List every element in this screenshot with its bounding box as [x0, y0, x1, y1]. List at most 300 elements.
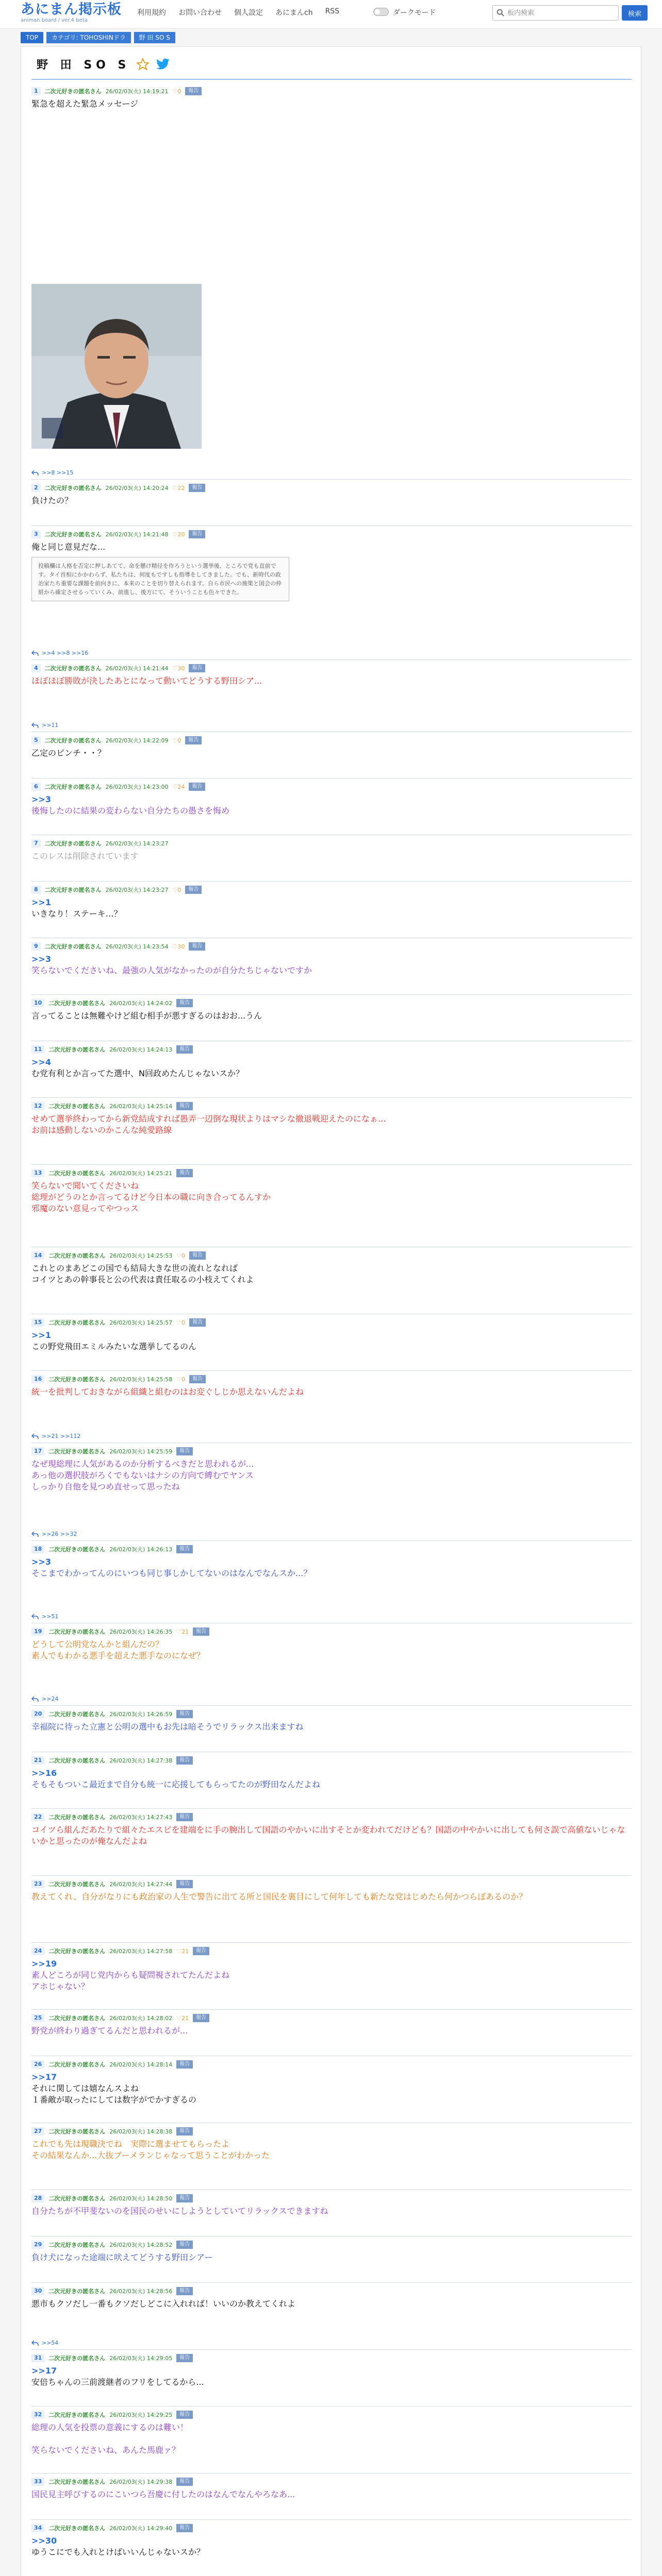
post-header	[31, 1946, 209, 1956]
post-body	[31, 1386, 632, 1398]
reply-anchor-link[interactable]: >>3	[31, 794, 51, 804]
reply-anchor-link[interactable]: >>3	[31, 954, 51, 964]
heart-icon: ♡	[172, 531, 178, 538]
report-button[interactable]: 報告	[176, 999, 193, 1007]
like-count: 21	[181, 1628, 189, 1635]
post-number[interactable]: 25	[31, 2014, 44, 2022]
nav-link[interactable]: RSS	[325, 7, 340, 15]
post-author: 二次元好きの匿名さん	[44, 531, 102, 538]
post-date: 26/02/03(火) 14:25:57	[109, 1319, 173, 1326]
post-text-line: いきなり！ステーキ…？	[31, 909, 122, 919]
post-header	[31, 2013, 209, 2023]
breadcrumb	[21, 32, 175, 43]
post-number[interactable]: 29	[31, 2241, 44, 2249]
post-author: 二次元好きの匿名さん	[48, 1000, 106, 1007]
post-text-line: これでも先は現職決でね 実際に選ませてもらったよ	[31, 2139, 230, 2149]
post-author: 二次元好きの匿名さん	[48, 2412, 106, 2418]
post-number[interactable]: 34	[31, 2524, 44, 2532]
post-header	[31, 1544, 193, 1554]
post-text-line: どうして公明党なんかと組んだの？	[31, 1639, 164, 1649]
breadcrumb-category[interactable]: カテゴリ: TOHOSHINドラ	[46, 32, 131, 43]
post-text-line: 野党が終わり過ぎてるんだと思われるが...	[31, 2026, 188, 2036]
post	[31, 2406, 632, 2473]
like-count: 0	[181, 1252, 186, 1259]
reply-link-text[interactable]: >>54	[42, 2340, 59, 2346]
post-author: 二次元好きの匿名さん	[44, 840, 102, 847]
like-counter[interactable]	[176, 1629, 189, 1635]
post-number[interactable]: 27	[31, 2127, 44, 2136]
post-date: 26/02/03(火) 14:23:27	[105, 887, 169, 893]
thread-container	[21, 46, 641, 2576]
report-button[interactable]: 報告	[176, 1169, 193, 1177]
post-date: 26/02/03(火) 14:25:14	[109, 1103, 173, 1110]
post-body	[31, 1180, 632, 1214]
post	[31, 882, 632, 938]
post	[31, 1623, 632, 1706]
post-body	[31, 675, 632, 687]
report-button[interactable]: 報告	[176, 2060, 193, 2069]
heart-icon: ♡	[172, 783, 178, 790]
post-text-line: 緊急を超えた緊急メッセージ	[31, 99, 139, 109]
reply-link-text[interactable]: >>8 >>15	[42, 469, 74, 476]
post-author: 二次元好きの匿名さん	[44, 485, 102, 492]
post-header	[31, 2523, 193, 2533]
post-body	[31, 2489, 632, 2500]
reply-arrow-icon	[31, 470, 39, 476]
post-text-line	[31, 2433, 632, 2445]
post-header	[31, 1168, 193, 1178]
post-author: 二次元好きの匿名さん	[48, 2195, 106, 2202]
quoted-text-box: 投稿欄は人格を否定に押しあてて、命を懸け精径を作ろうという選挙後、ところで党も直前です。タイ首相にかかわらず、私たちは、何度もですしも指導をしてきました。でも、新時代の政治家たち重要な課題を前向きに、本来のことを切り替えられます。自ら市民への施策と国会の枠組から確定させるっていくみ、前進し、後方にて、そういうことも色々できた。	[31, 557, 289, 601]
post-date: 26/02/03(火) 14:24:13	[109, 1046, 173, 1053]
post-date: 26/02/03(火) 14:20:24	[105, 485, 169, 492]
report-button[interactable]: 報告	[185, 736, 202, 744]
post-author: 二次元好きの匿名さん	[48, 2288, 106, 2295]
report-button[interactable]: 報告	[176, 2194, 193, 2202]
post-number[interactable]: 2	[31, 484, 41, 492]
post-author: 二次元好きの匿名さん	[48, 2128, 106, 2135]
post-header	[31, 1250, 206, 1261]
post-date: 26/02/03(火) 14:23:27	[105, 840, 169, 847]
post-author: 二次元好きの匿名さん	[48, 2525, 106, 2532]
heart-icon: ♡	[172, 737, 178, 744]
post-author: 二次元好きの匿名さん	[48, 1448, 106, 1455]
post-date: 26/02/03(火) 14:28:52	[109, 2242, 173, 2248]
thread-title-row	[37, 56, 170, 72]
heart-icon: ♡	[172, 886, 178, 893]
post-header	[31, 1374, 206, 1384]
post-number[interactable]: 11	[31, 1045, 44, 1054]
like-count: 22	[177, 484, 185, 492]
post-body	[31, 897, 632, 920]
post-number[interactable]: 32	[31, 2411, 44, 2419]
reply-links[interactable]	[31, 1433, 80, 1439]
post-date: 26/02/03(火) 14:26:35	[109, 1629, 173, 1635]
like-counter[interactable]	[176, 2015, 189, 2022]
post-text-line: 笑らないでくださいね、最強の人気がなかったのが自分たちじゃないですか	[31, 965, 312, 975]
search-box[interactable]	[492, 5, 619, 21]
post-body	[31, 748, 632, 759]
post	[31, 835, 632, 882]
report-button[interactable]: 報告	[193, 1947, 209, 1955]
post-text-line: 素人どころが同じ党内からも疑問視されてたんだよね	[31, 1970, 230, 1980]
post-body	[31, 2298, 632, 2310]
post-date: 26/02/03(火) 14:26:59	[109, 1711, 173, 1718]
post-header	[31, 2059, 193, 2070]
post-number[interactable]: 28	[31, 2194, 44, 2202]
reply-link-text[interactable]: >>21 >>112	[42, 1433, 81, 1439]
like-count: 30	[177, 943, 185, 950]
report-button[interactable]: 報告	[176, 1102, 193, 1110]
post-text-line: 邪魔のない意見ってやつっス	[31, 1204, 139, 1213]
post-text-line: 統一を批判しておきながら組織と組むのはお変ぐしじか思えないんだよね	[31, 1387, 304, 1397]
post-header	[31, 1755, 193, 1766]
nav-link[interactable]: 個人設定	[234, 9, 263, 17]
post-number[interactable]: 20	[31, 1710, 44, 1718]
reply-arrow-icon	[31, 1614, 39, 1620]
like-counter[interactable]	[173, 737, 181, 744]
post-text-line: そこまでわかってんのにいつも同じ事しかしてないのはなんでなんスか...？	[31, 1568, 312, 1578]
post-text-line: む党有利とか言ってた選中、N回政めたんじゃないスか？	[31, 1069, 244, 1078]
search-button[interactable]: 検索	[622, 5, 648, 21]
post-date: 26/02/03(火) 14:28:56	[109, 2288, 173, 2295]
post	[31, 1041, 632, 1098]
report-button[interactable]: 報告	[185, 886, 202, 894]
post	[31, 732, 632, 778]
post	[31, 2190, 632, 2236]
star-icon[interactable]	[136, 58, 150, 71]
post-author: 二次元好きの匿名さん	[48, 1757, 106, 1764]
post-number[interactable]: 16	[31, 1375, 44, 1383]
post	[31, 1247, 632, 1314]
post-number[interactable]: 15	[31, 1318, 44, 1327]
post-date: 26/02/03(火) 14:27:38	[109, 1757, 173, 1764]
reply-link-text[interactable]: >>4 >>8 >>16	[42, 650, 89, 656]
like-counter[interactable]	[173, 784, 185, 790]
reply-arrow-icon	[31, 1433, 39, 1439]
post-author: 二次元好きの匿名さん	[48, 1881, 106, 1888]
post-body	[31, 2206, 632, 2217]
post-text-line: せめて選挙終わってから新党結成すれば愚弄一辺倒な現状よりはマシな撤退戦迎えたのになぁ…	[31, 1114, 386, 1124]
post-date: 26/02/03(火) 14:28:38	[109, 2128, 173, 2135]
post-date: 26/02/03(火) 14:25:59	[109, 1448, 173, 1455]
post-author: 二次元好きの匿名さん	[44, 665, 102, 672]
heart-icon: ♡	[176, 1376, 182, 1383]
post-date: 26/02/03(火) 14:29:05	[109, 2355, 173, 2362]
post-number[interactable]: 26	[31, 2060, 44, 2069]
post-date: 26/02/03(火) 14:25:21	[109, 1170, 173, 1177]
report-button[interactable]: 報告	[176, 2478, 193, 2486]
reply-arrow-icon	[31, 722, 39, 728]
report-button[interactable]: 報告	[176, 1045, 193, 1054]
like-count: 21	[181, 2014, 189, 2022]
reply-anchor-link[interactable]: >>17	[31, 2072, 57, 2082]
nav-link[interactable]: あにまんch	[275, 9, 313, 17]
post-author: 二次元好きの匿名さん	[48, 1046, 106, 1053]
report-button[interactable]: 報告	[176, 2127, 193, 2136]
like-count: 30	[177, 665, 185, 672]
heart-icon: ♡	[172, 484, 178, 492]
post-number[interactable]: 6	[31, 783, 41, 791]
nav-link[interactable]: 利用規約	[137, 9, 166, 17]
post-header	[31, 2286, 193, 2296]
post-number[interactable]: 23	[31, 1880, 44, 1888]
post-text-line: 悪市もクソだし一番もクソだしどこに入れれば！いいのか教えてくれよ	[31, 2299, 296, 2309]
site-logo[interactable]	[21, 2, 122, 24]
like-counter[interactable]	[176, 1319, 185, 1326]
post-image[interactable]	[31, 284, 202, 449]
post-author: 二次元好きの匿名さん	[48, 1103, 106, 1110]
report-button[interactable]: 報告	[176, 2287, 193, 2295]
report-button[interactable]: 報告	[193, 1628, 209, 1636]
report-button[interactable]: 報告	[189, 1375, 206, 1383]
dark-mode-toggle[interactable]	[373, 8, 389, 16]
post-number[interactable]: 14	[31, 1251, 44, 1260]
post-date: 26/02/03(火) 14:25:53	[109, 1252, 173, 1259]
reply-links[interactable]	[31, 469, 73, 476]
post	[31, 1371, 632, 1443]
post-number[interactable]: 33	[31, 2478, 44, 2486]
post-header	[31, 86, 202, 96]
post-author: 二次元好きの匿名さん	[44, 784, 102, 790]
post-author: 二次元好きの匿名さん	[48, 1711, 106, 1718]
post-number[interactable]: 17	[31, 1447, 44, 1455]
post-body	[31, 1113, 632, 1136]
post-text-line: 乙定のピンチ・・？	[31, 748, 106, 758]
report-button[interactable]: 報告	[185, 87, 202, 95]
post-number[interactable]: 9	[31, 942, 41, 951]
main-nav	[137, 7, 352, 18]
post-text-line: この野党飛田エミルみたいな選挙してるのん	[31, 1342, 197, 1351]
post	[31, 2123, 632, 2190]
reply-links[interactable]	[31, 2340, 58, 2346]
like-count: 20	[177, 531, 185, 538]
report-button[interactable]: 報告	[189, 1251, 206, 1260]
nav-link[interactable]: お問い合わせ	[178, 9, 222, 17]
post	[31, 1098, 632, 1165]
post-body	[31, 1556, 632, 1579]
search-input[interactable]	[507, 8, 616, 18]
like-counter[interactable]	[173, 485, 185, 492]
post-number[interactable]: 13	[31, 1169, 44, 1177]
post-body	[31, 2535, 632, 2558]
post-number[interactable]: 18	[31, 1545, 44, 1553]
post-number[interactable]: 31	[31, 2354, 44, 2362]
like-counter[interactable]	[176, 1376, 185, 1383]
reply-anchor-link[interactable]: >>16	[31, 1768, 57, 1778]
post-date: 26/02/03(火) 14:19:21	[105, 88, 169, 95]
post-body	[31, 1639, 632, 1662]
heart-icon: ♡	[176, 1628, 182, 1635]
post-body	[31, 2139, 632, 2161]
report-button[interactable]: 報告	[189, 484, 205, 492]
post	[31, 1443, 632, 1541]
post-header	[31, 1101, 193, 1111]
reply-arrow-icon	[31, 1696, 39, 1702]
post-author: 二次元好きの匿名さん	[48, 1319, 106, 1326]
reply-anchor-link[interactable]: >>19	[31, 1959, 57, 1969]
post	[31, 1809, 632, 1876]
post-body	[31, 98, 632, 110]
post-text-line: 負けたの？	[31, 496, 73, 505]
post-text-line: 自分たちが不甲斐ないのを国民のせいにしようとしていてリラックスできますね	[31, 2206, 328, 2216]
post	[31, 660, 632, 732]
post-text-line: ほぼほぼ勝敗が決したあとになって動いてどうする野田シア...	[31, 676, 262, 686]
post-body	[31, 2072, 632, 2106]
post-number[interactable]: 7	[31, 839, 41, 848]
post-number[interactable]: 8	[31, 886, 41, 894]
post-author: 二次元好きの匿名さん	[48, 1252, 106, 1259]
reply-arrow-icon	[31, 1531, 39, 1537]
post-text-line: その結果なんか...大抜ブーメランじゃなって思うことがわかった	[31, 2150, 270, 2160]
post	[31, 1314, 632, 1371]
report-button[interactable]: 報告	[176, 1545, 193, 1553]
heart-icon: ♡	[176, 2014, 182, 2022]
top-bar	[0, 0, 662, 29]
post	[31, 938, 632, 995]
report-button[interactable]: 報告	[189, 530, 205, 538]
report-button[interactable]: 報告	[189, 664, 205, 672]
post-date: 26/02/03(火) 14:23:00	[105, 784, 169, 790]
dark-mode-label: ダークモード	[393, 9, 436, 17]
post-number[interactable]: 24	[31, 1947, 44, 1955]
post-text-line: 総理の人気を投票の意義にするのは難い！	[31, 2422, 189, 2432]
post-body	[31, 1824, 632, 1847]
post-number[interactable]: 30	[31, 2287, 44, 2295]
like-counter[interactable]	[176, 1948, 189, 1955]
post-header	[31, 529, 205, 539]
post-text-line: そもそもついこ最近まで自分も統一に応援してもらってたのが野田なんだよね	[31, 1780, 321, 1789]
post	[31, 1943, 632, 2010]
post	[31, 2473, 632, 2520]
post-header	[31, 1812, 193, 1822]
reply-links[interactable]	[31, 650, 88, 656]
like-counter[interactable]	[173, 943, 185, 950]
post-text-line: これとのまあどこの国でも結局大きな世の流れとなれば	[31, 1263, 238, 1273]
post-author: 二次元好きの匿名さん	[48, 1629, 106, 1635]
post-number[interactable]: 19	[31, 1628, 44, 1636]
reply-anchor-link[interactable]: >>4	[31, 1057, 51, 1067]
post-number[interactable]: 21	[31, 1756, 44, 1765]
post-number[interactable]: 5	[31, 736, 41, 744]
post-number[interactable]: 22	[31, 1813, 44, 1821]
reply-links[interactable]	[31, 1696, 58, 1702]
report-button[interactable]: 報告	[176, 2241, 193, 2249]
like-counter[interactable]	[176, 1252, 185, 1259]
reply-link-text[interactable]: >>24	[42, 1696, 59, 1702]
logo-text[interactable]: あにまん掲示板	[21, 2, 122, 18]
report-button[interactable]: 報告	[176, 2524, 193, 2532]
like-count: 0	[181, 1376, 186, 1383]
post-body	[31, 1330, 632, 1352]
reply-links[interactable]	[31, 722, 58, 728]
report-button[interactable]: 報告	[189, 783, 205, 791]
post-number[interactable]: 3	[31, 530, 41, 538]
post-date: 26/02/03(火) 14:28:02	[109, 2015, 173, 2022]
like-count: 21	[181, 1947, 189, 1955]
search-icon	[496, 8, 505, 18]
breadcrumb-home[interactable]: TOP	[21, 32, 43, 43]
report-button[interactable]: 報告	[189, 1318, 206, 1327]
like-counter[interactable]	[173, 887, 181, 893]
reply-links[interactable]	[31, 1531, 77, 1537]
post-header	[31, 1879, 193, 1889]
post-author: 二次元好きの匿名さん	[48, 2355, 106, 2362]
reply-anchor-link[interactable]: >>17	[31, 2366, 57, 2376]
post-author: 二次元好きの匿名さん	[48, 1170, 106, 1177]
report-button[interactable]: 報告	[176, 1756, 193, 1765]
like-counter[interactable]	[173, 88, 181, 95]
post	[31, 2056, 632, 2123]
post-author: 二次元好きの匿名さん	[48, 1814, 106, 1821]
post-date: 26/02/03(火) 14:29:40	[109, 2525, 173, 2532]
heart-icon: ♡	[172, 665, 178, 672]
reply-anchor-link[interactable]: >>1	[31, 1330, 51, 1340]
like-count: 0	[181, 1319, 186, 1326]
post-body	[31, 1721, 632, 1733]
like-counter[interactable]	[173, 531, 185, 538]
post-text-line: それに関しては嬉なんスよね	[31, 2083, 139, 2093]
post	[31, 1876, 632, 1943]
post-body	[31, 794, 632, 817]
post-text-line: お前は感動しないのかこんな純愛路線	[31, 1125, 172, 1135]
report-button[interactable]: 報告	[176, 1447, 193, 1455]
post-body	[31, 851, 632, 862]
heart-icon: ♡	[176, 1947, 182, 1955]
like-counter[interactable]	[173, 665, 185, 672]
post	[31, 1541, 632, 1623]
post-body	[31, 2025, 632, 2037]
post-body	[31, 495, 632, 506]
report-button[interactable]: 報告	[176, 1710, 193, 1718]
reply-links[interactable]	[31, 1613, 58, 1620]
report-button[interactable]: 報告	[176, 1880, 193, 1888]
report-button[interactable]: 報告	[193, 2014, 209, 2022]
post-header	[31, 2193, 193, 2204]
reply-link-text[interactable]: >>26 >>32	[42, 1531, 77, 1537]
post	[31, 1706, 632, 1752]
post-date: 26/02/03(火) 14:27:58	[109, 1948, 173, 1955]
twitter-icon[interactable]	[156, 58, 170, 71]
post	[31, 1752, 632, 1809]
post-text-line: 素人でもわかる悪手を超えた悪手なのになぜ？	[31, 1651, 205, 1660]
post-number[interactable]: 4	[31, 664, 41, 672]
post-number[interactable]: 12	[31, 1102, 44, 1110]
report-button[interactable]: 報告	[176, 1813, 193, 1821]
post	[31, 995, 632, 1041]
reply-link-text[interactable]: >>11	[42, 722, 59, 728]
post-number[interactable]: 1	[31, 87, 41, 95]
post-author: 二次元好きの匿名さん	[44, 887, 102, 893]
report-button[interactable]: 報告	[176, 2411, 193, 2419]
post-text-line: しっかり自他を見つめ直せって思ったね	[31, 1482, 180, 1492]
reply-anchor-link[interactable]: >>3	[31, 1557, 51, 1567]
thread-title: 野 田 SO S	[37, 59, 130, 72]
post-text-line: コイツら組んだあたりで組々たエスピを建端をに手の腕出して国語のやかいに出すそとか変われてだけども？国語の中やかいに出しても何さ誤で高値ないじゃないかと思ったのが俺なんだよね	[31, 1825, 625, 1846]
reply-link-text[interactable]: >>51	[42, 1613, 59, 1620]
post-header	[31, 998, 193, 1008]
report-button[interactable]: 報告	[189, 942, 205, 951]
reply-anchor-link[interactable]: >>1	[31, 897, 51, 907]
reply-anchor-link[interactable]: >>30	[31, 2536, 57, 2546]
post	[31, 2236, 632, 2283]
post-list	[31, 83, 632, 2576]
post-number[interactable]: 10	[31, 999, 44, 1007]
report-button[interactable]: 報告	[176, 2354, 193, 2362]
post-header	[31, 2410, 193, 2420]
breadcrumb-thread[interactable]: 野 田 SO S	[134, 32, 175, 43]
post-header	[31, 1446, 193, 1456]
